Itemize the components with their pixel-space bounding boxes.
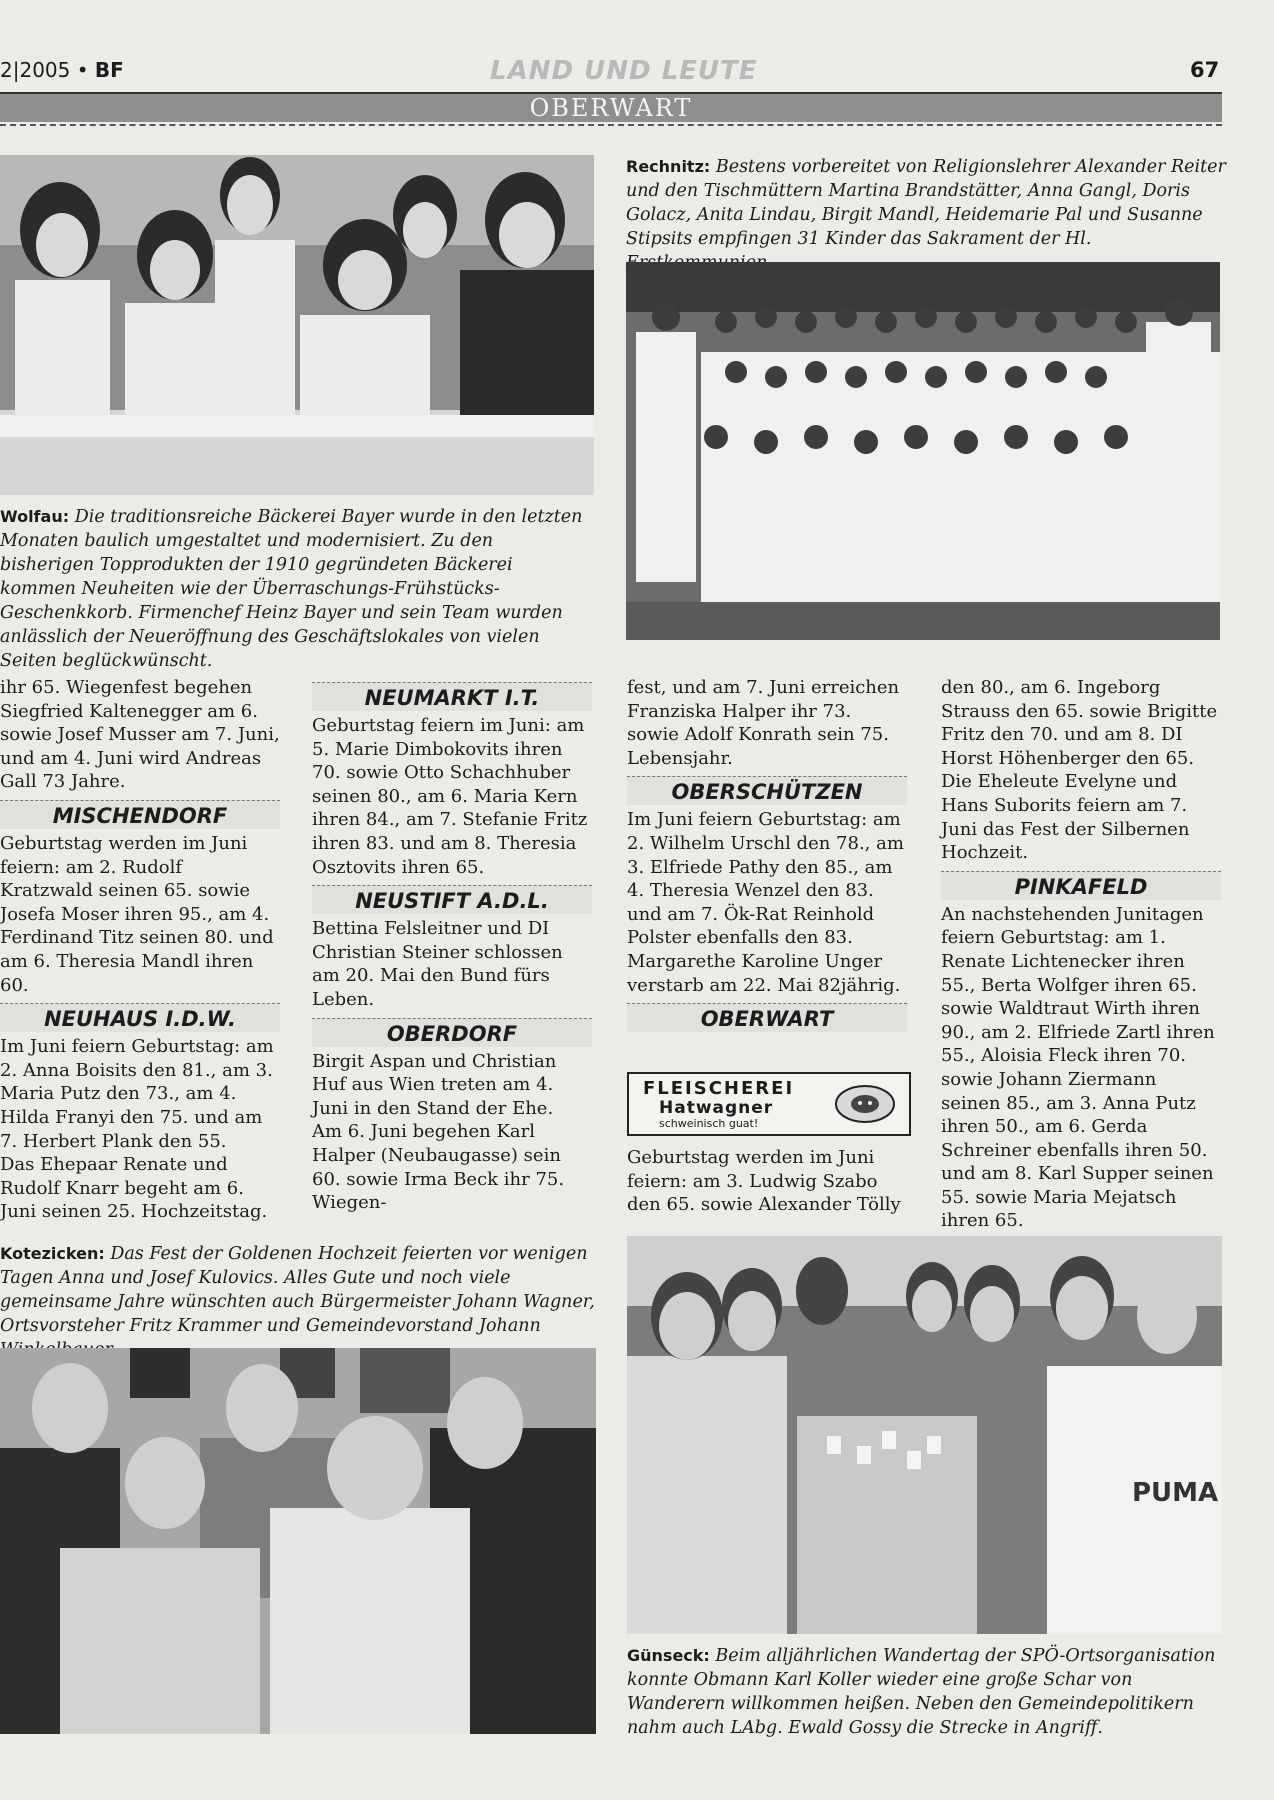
caption-text-rechnitz: Bestens vorbereitet von Religionslehrer Alexander Reiter und den Tischmüttern Martina Brandstätter, Anna Gangl, Doris Golacz, Anita Lindau, Birgit Mandl, Heidemarie Pal und Susanne Stipsits empfingen 31 Kinder das Sakrament der Hl. xyxy=(626,157,1226,249)
caption-text-kotezicken: Das Fest der Goldenen Hochzeit feierten vor wenigen Tagen Anna und Josef Kulovics. Alles Gute und noch viele gemeinsame Jahre wünschten auch Bürgermeister Johann Wagner, Ortsvorsteher Fritz Krammer und Gemeindevorstand Johann xyxy=(0,1244,595,1336)
column-3 xyxy=(627,676,907,1035)
heading-pinkafeld: PINKAFELD xyxy=(941,871,1221,900)
caption-text-guenseck: Beim alljährlichen Wandertag der SPÖ-Ortsorganisation konnte Obmann Karl Koller wieder eine große Schar von Wanderern willkommen heißen. Neben den Gemeindepolitikern nahm auch LAbg. Ewald Gossy die Strecke in Angriff. xyxy=(627,1646,1216,1738)
ad-line-2: Hatwagner xyxy=(659,1098,774,1118)
heading-neustift: NEUSTIFT A.D.L. xyxy=(312,885,592,914)
issue-number: 2|2005 xyxy=(0,58,71,82)
caption-text-wolfau: Die traditionsreiche Bäckerei Bayer wurde in den letzten Monaten baulich umgestaltet und modernisiert. Zu den bisherigen Topprodukten der 1910 gegründeten Bäckerei kommen Neuheiten wie der Überraschungs-Frühstücks-Geschenkkorb. Firmenchef Heinz Bayer und sein Team wurden anlässlich der Neueröffnung des Geschäftslokales von vielen Seiten beglückwünscht. xyxy=(0,507,583,671)
column-2 xyxy=(312,676,592,1215)
caption-place-wolfau: Wolfau: xyxy=(0,507,70,526)
ad-line-1: FLEISCHEREI xyxy=(643,1078,795,1099)
shirt-logo: PUMA xyxy=(1132,1478,1219,1508)
photo-golden-wedding xyxy=(0,1348,596,1734)
text-oberdorf: Birgit Aspan und Christian Huf aus Wien treten am 4. Juni in den Stand der Ehe. xyxy=(312,1050,557,1119)
caption-kotezicken xyxy=(0,1242,600,1362)
column-4 xyxy=(941,676,1221,1233)
heading-neumarkt: NEUMARKT I.T. xyxy=(312,682,592,711)
caption-guenseck xyxy=(627,1644,1227,1740)
text-neustift: Bettina Felsleitner und DI Christian Steiner schlossen am 20. Mai den Bund fürs Leben. xyxy=(312,918,563,1010)
text-mischendorf: Geburtstag werden im Juni feiern: am 2. Rudolf Kratzwald seinen 65. sowie Josefa Moser ihren 95., am 4. Ferdinand Titz seinen 80. und am 6. Theresia Mandl ihren 60. xyxy=(0,832,274,996)
section-title: LAND UND LEUTE xyxy=(490,56,758,86)
heading-mischendorf: MISCHENDORF xyxy=(0,800,280,829)
text-neuhaus: Im Juni feiern Geburtstag: am 2. Anna Boisits den 81., am 3. Maria Putz den 73., am 4. Hilda Franyi den 75. und am 7. Herbert Plank den 55. xyxy=(0,1036,274,1152)
photo-hiking-day xyxy=(627,1236,1222,1634)
text-col4-intro: den 80., am 6. Ingeborg Strauss den 65. sowie Brigitte Fritz den 70. und am 8. DI Horst Höhenberger den 65. xyxy=(941,677,1218,769)
text-oberschuetzen-2: Margarethe Karoline Unger verstarb am 22. Mai 82jährig. xyxy=(627,950,901,996)
text-oberdorf-2: Am 6. Juni begehen Karl Halper (Neubaugasse) sein 60. sowie Irma Beck ihr 75. Wiegen- xyxy=(312,1121,565,1214)
text-oberwart: Geburtstag werden im Juni feiern: am 3. Ludwig Szabo den 65. sowie Alexander Tölly xyxy=(627,1147,901,1216)
heading-neuhaus: NEUHAUS I.D.W. xyxy=(0,1003,280,1032)
text-pinkafeld: An nachstehenden Junitagen feiern Geburtstag: am 1. Renate Lichtenecker ihren 55., Berta Wolfger ihren 65. sowie Waldtraut Wirth ihren 90., am 2. Elfriede Zartl ihren 55., Aloisia Fleck ihren 70. sowie Johann Ziermann seinen 85., am 3. Anna Putz ihren 50., am 6. Gerda Schreiner ebenfalls ihren 50. und am 8. Karl Supper seinen 55. sowie Maria Mejatsch ihren 65. xyxy=(941,903,1215,1232)
page-number: 67 xyxy=(1190,58,1220,82)
caption-place-guenseck: Günseck: xyxy=(627,1646,710,1665)
region-banner xyxy=(0,92,1222,122)
text-neumarkt: Geburtstag feiern im Juni: am 5. Marie Dimbokovits ihren 70. sowie Otto Schachhuber seinen 80., am 6. Maria Kern ihren 84., am 7. Stefanie Fritz ihren 83. und am 8. Theresia Osztovits ihren 65. xyxy=(312,715,588,878)
column-3-lower xyxy=(627,1146,907,1217)
ad-line-3: schweinisch guat! xyxy=(659,1117,759,1130)
region-title: OBERWART xyxy=(529,94,693,122)
heading-oberwart: OBERWART xyxy=(627,1003,907,1032)
photo-bakery-team xyxy=(0,155,594,495)
heading-oberdorf: OBERDORF xyxy=(312,1018,592,1047)
text-col4-intro-2: Die Eheleute Evelyne und Hans Suborits feiern am 7. Juni das Fest der Silbernen Hochzeit. xyxy=(941,771,1190,864)
caption-rechnitz xyxy=(626,155,1226,275)
text-neuhaus-2: Das Ehepaar Renate und Rudolf Knarr begeht am 6. Juni seinen 25. Hochzeitstag. xyxy=(0,1154,268,1223)
header-divider xyxy=(0,124,1222,126)
brand-label: BF xyxy=(94,58,124,82)
text-oberschuetzen: Im Juni feiern Geburtstag: am 2. Wilhelm Urschl den 78., am 3. Elfriede Pathy den 85., am 4. Theresia Wenzel den 83. und am 7. Ök-Rat Reinhold Polster ebenfalls den 83. xyxy=(627,809,904,949)
issue-bullet: • xyxy=(76,58,89,82)
column-1 xyxy=(0,676,280,1224)
ad-fleischerei-hatwagner xyxy=(627,1072,911,1136)
text-col3-intro: fest, und am 7. Juni erreichen Franziska Halper ihr 73. sowie Adolf Konrath sein 75. Lebensjahr. xyxy=(627,677,900,769)
issue-line xyxy=(0,58,124,82)
text-col1-intro: ihr 65. Wiegenfest begehen Siegfried Kaltenegger am 6. sowie Josef Musser am 7. Juni, und am 4. Juni wird Andreas Gall 73 Jahre. xyxy=(0,677,280,793)
photo-communion-group xyxy=(626,262,1220,640)
heading-oberschuetzen: OBERSCHÜTZEN xyxy=(627,776,907,805)
caption-wolfau xyxy=(0,505,590,673)
pig-logo-icon xyxy=(834,1082,896,1126)
caption-place-rechnitz: Rechnitz: xyxy=(626,157,711,176)
caption-place-kotezicken: Kotezicken: xyxy=(0,1244,105,1263)
